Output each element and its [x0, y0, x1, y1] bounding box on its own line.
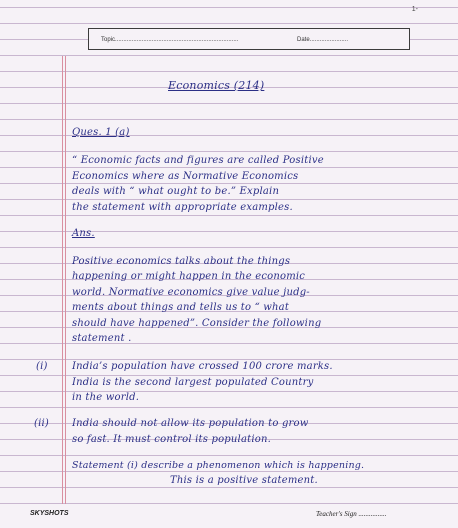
topic-label: Topic..........................................................................: [101, 37, 239, 43]
margin-line: [62, 56, 63, 504]
conclusion-line-2: This is a positive statement.: [170, 475, 318, 486]
answer-line-2: happening or might happen in the economic: [72, 271, 306, 282]
statement-2-marker: (ii): [34, 418, 49, 429]
margin-line-inner: [65, 56, 66, 504]
topic-date-box: [88, 28, 410, 50]
statement-1-marker: (i): [36, 361, 48, 372]
answer-line-4: ments about things and tells us to “ what: [72, 302, 290, 313]
question-line-2: Economics where as Normative Economics: [72, 171, 299, 182]
question-line-3: deals with “ what ought to be.” Explain: [72, 186, 280, 197]
answer-line-5: should have happened”. Consider the following: [72, 318, 322, 329]
brand-logo-text: SKYSHOTS: [30, 510, 69, 517]
statement-2-line-1: India should not allow its population to grow: [72, 418, 309, 429]
statement-1-line-1: India’s population have crossed 100 crore marks.: [72, 361, 333, 372]
statement-1-line-2: India is the second largest populated Country: [72, 377, 314, 388]
question-label: Ques. 1 (a): [72, 127, 130, 138]
page-title: Economics (214): [168, 79, 265, 92]
answer-line-3: world. Normative economics give value judg-: [72, 287, 310, 298]
answer-label: Ans.: [72, 228, 95, 239]
answer-line-1: Positive economics talks about the things: [72, 256, 291, 267]
page-number: 1-: [411, 6, 418, 13]
statement-2-line-2: so fast. It must control its population.: [72, 434, 271, 445]
date-label: Date.......................: [297, 37, 349, 43]
statement-1-line-3: in the world.: [72, 392, 140, 403]
teacher-sign-label: Teacher's Sign ................: [316, 510, 387, 518]
question-line-4: the statement with appropriate examples.: [72, 202, 293, 213]
answer-line-6: statement .: [72, 333, 132, 344]
question-line-1: “ Economic facts and figures are called Positive: [72, 155, 324, 166]
conclusion-line-1: Statement (i) describe a phenomenon which is happening.: [72, 460, 365, 471]
